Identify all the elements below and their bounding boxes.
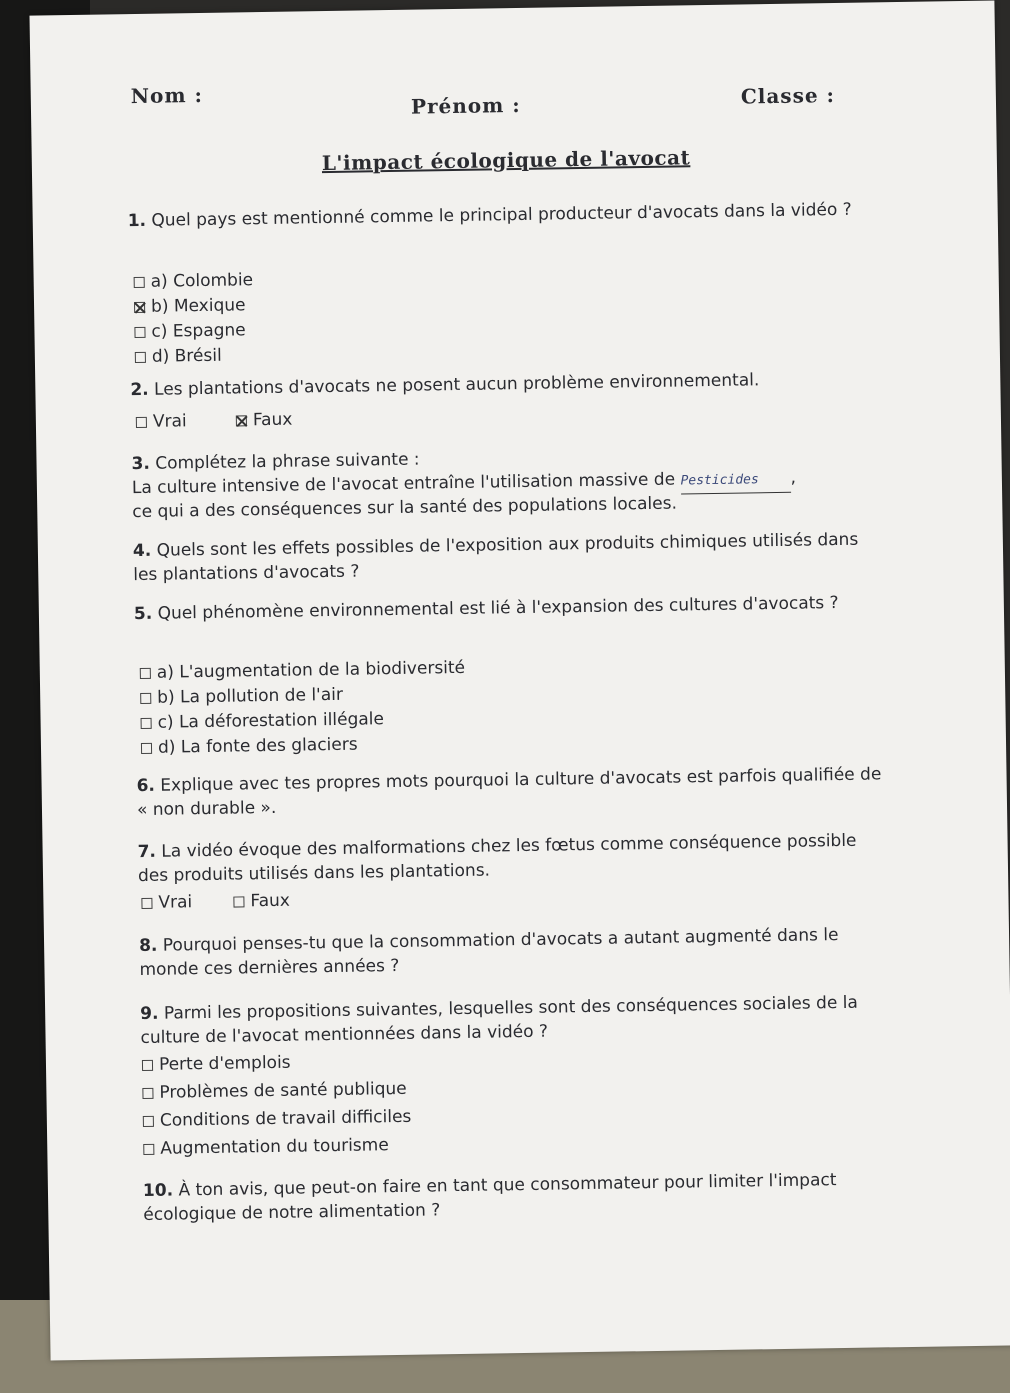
q3-blank-answer[interactable]: Pesticides (680, 468, 790, 495)
checkbox-checked[interactable] (236, 415, 247, 426)
q1-option-d[interactable]: d) Brésil (135, 345, 222, 368)
q5-option-d[interactable]: d) La fonte des glaciers (141, 734, 358, 759)
question-number: 9. (140, 1003, 159, 1025)
q9-option-4[interactable]: Augmentation du tourisme (143, 1134, 389, 1160)
nom-label: Nom : (130, 82, 204, 109)
question-number: 6. (136, 775, 156, 797)
question-text: Quel phénomène environnemental est lié à l'expansion des cultures d'avocats ? (157, 593, 839, 624)
checkbox[interactable] (140, 692, 151, 703)
q2-option-vrai[interactable]: Vrai (136, 410, 187, 433)
checkbox[interactable] (141, 897, 152, 908)
question-5 (134, 590, 884, 626)
question-number: 2. (130, 379, 149, 401)
worksheet-page (29, 1, 1010, 1361)
q9-option-3[interactable]: Conditions de travail difficiles (143, 1106, 412, 1132)
question-9 (140, 990, 891, 1050)
checkbox[interactable] (141, 717, 152, 728)
checkbox[interactable] (140, 667, 151, 678)
checkbox[interactable] (141, 742, 152, 753)
question-1 (128, 197, 878, 233)
question-number: 7. (137, 841, 157, 863)
question-8 (139, 922, 890, 982)
checkbox-checked[interactable] (134, 301, 145, 312)
question-text: À ton avis, que peut-on faire en tant que consommateur pour limiter l'impact écologique de notre alimentation ? (143, 1170, 837, 1226)
question-number: 3. (131, 453, 151, 475)
checkbox[interactable] (135, 351, 146, 362)
question-text: Quels sont les effets possibles de l'exposition aux produits chimiques utilisés dans les plantations d'avocats ? (133, 529, 859, 586)
question-number: 1. (127, 210, 147, 232)
checkbox[interactable] (136, 416, 147, 427)
question-4 (133, 527, 884, 587)
question-text: Quel pays est mentionné comme le principal producteur d'avocats dans la vidéo ? (151, 199, 852, 231)
question-text: Parmi les propositions suivantes, lesquelles sont des conséquences sociales de la culture de l'avocat mentionnées dans la vidéo ? (140, 992, 859, 1049)
checkbox[interactable] (142, 1087, 153, 1098)
q2-option-faux[interactable]: Faux (236, 409, 293, 432)
checkbox[interactable] (142, 1059, 153, 1070)
checkbox[interactable] (233, 896, 244, 907)
question-number: 5. (133, 603, 153, 625)
question-text: Explique avec tes propres mots pourquoi la culture d'avocats est parfois qualifiée de « non durable ». (136, 764, 882, 821)
q5-option-b[interactable]: b) La pollution de l'air (140, 684, 343, 709)
q9-option-1[interactable]: Perte d'emplois (142, 1052, 291, 1076)
checkbox[interactable] (143, 1115, 154, 1126)
q1-option-b[interactable]: b) Mexique (134, 294, 246, 318)
q7-option-faux[interactable]: Faux (233, 890, 290, 913)
q1-option-c[interactable]: c) Espagne (134, 319, 246, 343)
question-10 (143, 1167, 894, 1227)
q7-option-vrai[interactable]: Vrai (141, 891, 192, 914)
q3-sentence-end: ce qui a des conséquences sur la santé des populations locales. (132, 493, 678, 523)
page-title: L'impact écologique de l'avocat (321, 145, 691, 176)
question-text: La vidéo évoque des malformations chez les fœtus comme conséquence possible des produits utilisés dans les plantations. (137, 830, 857, 887)
q5-option-c[interactable]: c) La déforestation illégale (140, 708, 384, 734)
q3-sentence: La culture intensive de l'avocat entraîne l'utilisation massive de Pesticides , (131, 467, 797, 499)
question-text: Pourquoi penses-tu que la consommation d'avocats a autant augmenté dans le monde ces dernières années ? (139, 925, 839, 981)
q9-option-2[interactable]: Problèmes de santé publique (142, 1078, 407, 1104)
q1-option-a[interactable]: a) Colombie (134, 269, 254, 293)
question-number: 10. (142, 1180, 174, 1202)
checkbox[interactable] (134, 276, 145, 287)
checkbox[interactable] (143, 1143, 154, 1154)
prenom-label: Prénom : (410, 92, 521, 119)
question-2 (130, 366, 880, 402)
question-text: Complétez la phrase suivante : (155, 449, 420, 474)
checkbox[interactable] (134, 326, 145, 337)
classe-label: Classe : (740, 83, 836, 109)
question-6 (136, 762, 887, 822)
question-number: 8. (138, 935, 158, 957)
q5-option-a[interactable]: a) L'augmentation de la biodiversité (140, 657, 466, 684)
question-7 (137, 828, 888, 888)
question-number: 4. (132, 540, 152, 562)
question-text: Les plantations d'avocats ne posent aucun problème environnemental. (153, 370, 760, 400)
